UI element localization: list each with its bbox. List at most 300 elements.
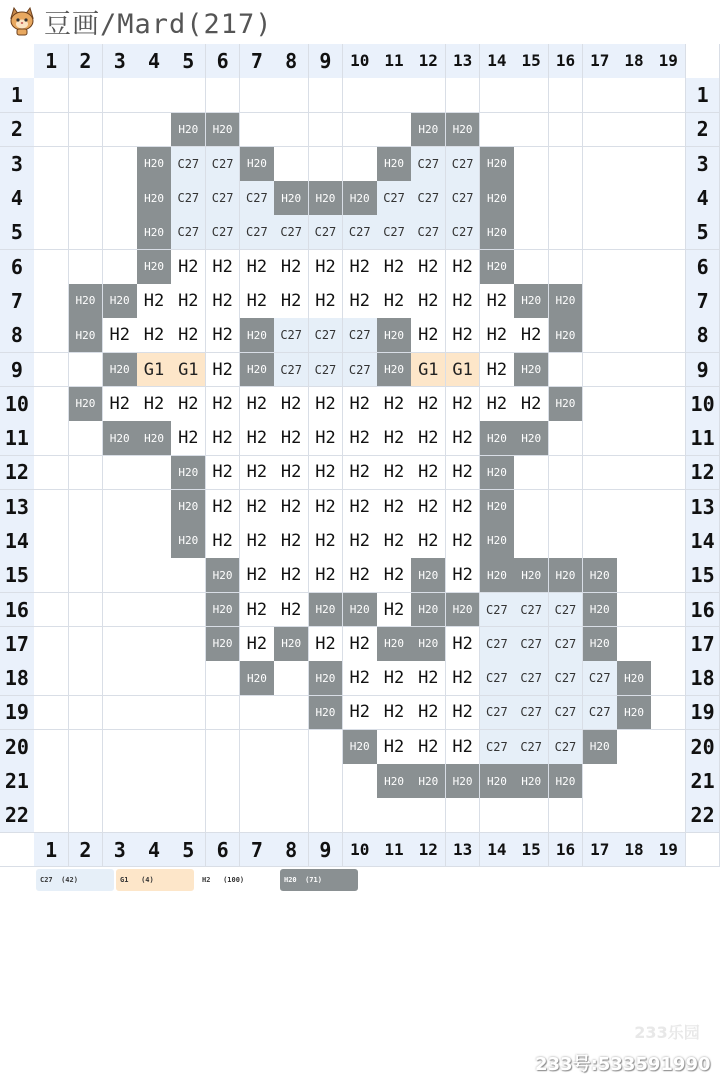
column-header: 9	[309, 833, 344, 868]
empty-cell	[34, 78, 69, 113]
bead-cell: H20	[343, 593, 378, 628]
empty-cell	[34, 113, 69, 148]
bead-cell: H20	[480, 764, 515, 799]
bead-cell: C27	[446, 181, 481, 216]
bead-cell: H2	[377, 284, 412, 319]
row-header: 15	[686, 558, 720, 593]
empty-cell	[651, 113, 686, 148]
bead-cell: H20	[583, 627, 618, 662]
empty-cell	[651, 353, 686, 388]
bead-cell: H2	[171, 387, 206, 422]
bead-cell: H20	[240, 353, 275, 388]
bead-cell: H2	[343, 421, 378, 456]
empty-cell	[103, 524, 138, 559]
row-header: 10	[686, 387, 720, 422]
empty-cell	[514, 798, 549, 833]
column-header: 10	[343, 833, 378, 868]
bead-cell: H2	[446, 250, 481, 285]
bead-cell: H2	[171, 421, 206, 456]
empty-cell	[549, 524, 584, 559]
empty-cell	[69, 147, 104, 182]
empty-cell	[343, 147, 378, 182]
bead-cell: H2	[206, 524, 241, 559]
bead-cell: H2	[309, 524, 344, 559]
empty-cell	[651, 421, 686, 456]
bead-cell: H2	[446, 387, 481, 422]
empty-cell	[617, 524, 652, 559]
empty-cell	[69, 215, 104, 250]
watermark-logo: 233乐园	[634, 1022, 700, 1042]
empty-cell	[69, 250, 104, 285]
column-header: 8	[274, 44, 309, 79]
empty-cell	[69, 764, 104, 799]
empty-cell	[137, 798, 172, 833]
bead-cell: H2	[377, 421, 412, 456]
bead-cell: H20	[240, 147, 275, 182]
empty-cell	[34, 353, 69, 388]
empty-cell	[549, 490, 584, 525]
empty-cell	[617, 78, 652, 113]
column-header: 13	[446, 44, 481, 79]
bead-cell: H2	[377, 696, 412, 731]
bead-cell: H2	[377, 524, 412, 559]
empty-cell	[377, 798, 412, 833]
empty-cell	[583, 764, 618, 799]
bead-cell: G1	[411, 353, 446, 388]
empty-cell	[171, 627, 206, 662]
bead-cell: H2	[103, 387, 138, 422]
bead-cell: C27	[480, 661, 515, 696]
empty-cell	[583, 456, 618, 491]
bead-cell: H20	[480, 456, 515, 491]
bead-cell: H20	[480, 524, 515, 559]
bead-cell: H20	[240, 318, 275, 353]
bead-cell: H2	[480, 353, 515, 388]
empty-cell	[103, 593, 138, 628]
bead-cell: H20	[171, 456, 206, 491]
empty-cell	[309, 78, 344, 113]
row-header: 9	[0, 353, 35, 388]
empty-cell	[549, 147, 584, 182]
empty-cell	[514, 524, 549, 559]
row-header: 16	[0, 593, 35, 628]
empty-cell	[34, 593, 69, 628]
bead-cell: H20	[103, 353, 138, 388]
empty-cell	[69, 421, 104, 456]
empty-cell	[446, 798, 481, 833]
row-header: 19	[686, 696, 720, 731]
bead-cell: H20	[411, 593, 446, 628]
bead-cell: H2	[206, 387, 241, 422]
bead-cell: H2	[171, 284, 206, 319]
bead-cell: H20	[617, 696, 652, 731]
empty-cell	[309, 113, 344, 148]
row-header: 17	[686, 627, 720, 662]
empty-cell	[651, 661, 686, 696]
bead-cell: C27	[514, 730, 549, 765]
empty-cell	[103, 627, 138, 662]
empty-cell	[206, 730, 241, 765]
bead-cell: C27	[549, 661, 584, 696]
bead-cell: H20	[583, 558, 618, 593]
bead-cell: H20	[377, 318, 412, 353]
empty-cell	[69, 490, 104, 525]
bead-cell: H2	[274, 490, 309, 525]
color-legend	[0, 869, 720, 893]
bead-cell: H20	[617, 661, 652, 696]
row-header: 6	[686, 250, 720, 285]
row-header: 5	[0, 215, 35, 250]
legend-item: C27 (42)	[36, 869, 114, 891]
grid-corner	[0, 833, 35, 868]
bead-cell: H2	[343, 250, 378, 285]
bead-cell: C27	[309, 318, 344, 353]
bead-cell: H20	[446, 113, 481, 148]
bead-cell: H2	[274, 387, 309, 422]
row-header: 19	[0, 696, 35, 731]
row-header: 4	[0, 181, 35, 216]
column-header: 2	[69, 44, 104, 79]
empty-cell	[274, 147, 309, 182]
bead-cell: H20	[480, 421, 515, 456]
legend-item: H2 (100)	[198, 869, 276, 891]
empty-cell	[514, 490, 549, 525]
empty-cell	[651, 764, 686, 799]
empty-cell	[206, 661, 241, 696]
empty-cell	[69, 113, 104, 148]
row-header: 22	[0, 798, 35, 833]
bead-cell: H20	[377, 353, 412, 388]
bead-cell: H2	[377, 558, 412, 593]
empty-cell	[103, 113, 138, 148]
empty-cell	[137, 696, 172, 731]
bead-cell: H20	[103, 284, 138, 319]
empty-cell	[651, 147, 686, 182]
empty-cell	[103, 696, 138, 731]
bead-cell: H2	[480, 387, 515, 422]
bead-cell: H20	[446, 593, 481, 628]
column-header: 4	[137, 833, 172, 868]
empty-cell	[583, 421, 618, 456]
empty-cell	[480, 113, 515, 148]
bead-cell: H2	[480, 284, 515, 319]
empty-cell	[137, 627, 172, 662]
column-header: 3	[103, 44, 138, 79]
column-header: 13	[446, 833, 481, 868]
watermark-text: 233号:533591990	[535, 1054, 711, 1075]
bead-cell: H20	[274, 181, 309, 216]
bead-cell: H20	[446, 764, 481, 799]
empty-cell	[651, 730, 686, 765]
empty-cell	[617, 490, 652, 525]
page-title: 豆画/Mard(217)	[44, 9, 273, 40]
bead-cell: C27	[206, 215, 241, 250]
column-header: 5	[171, 833, 206, 868]
row-header: 6	[0, 250, 35, 285]
bead-cell: G1	[171, 353, 206, 388]
column-header: 12	[411, 833, 446, 868]
bead-cell: H20	[137, 147, 172, 182]
bead-cell: H2	[446, 490, 481, 525]
empty-cell	[583, 353, 618, 388]
empty-cell	[480, 798, 515, 833]
column-header: 17	[583, 44, 618, 79]
column-header: 19	[651, 833, 686, 868]
bead-cell: H2	[343, 661, 378, 696]
row-header: 13	[0, 490, 35, 525]
empty-cell	[171, 661, 206, 696]
empty-cell	[34, 696, 69, 731]
empty-cell	[137, 78, 172, 113]
empty-cell	[69, 661, 104, 696]
column-header: 4	[137, 44, 172, 79]
bead-cell: C27	[480, 696, 515, 731]
row-header: 20	[0, 730, 35, 765]
empty-cell	[651, 78, 686, 113]
bead-cell: H20	[103, 421, 138, 456]
bead-cell: H2	[137, 387, 172, 422]
empty-cell	[617, 593, 652, 628]
empty-cell	[343, 78, 378, 113]
bead-cell: H2	[446, 627, 481, 662]
bead-cell: H2	[411, 661, 446, 696]
empty-cell	[583, 318, 618, 353]
bead-cell: C27	[411, 181, 446, 216]
column-header: 7	[240, 44, 275, 79]
column-header: 11	[377, 833, 412, 868]
empty-cell	[34, 661, 69, 696]
empty-cell	[617, 798, 652, 833]
bead-cell: H20	[411, 764, 446, 799]
empty-cell	[514, 147, 549, 182]
column-header: 6	[206, 833, 241, 868]
empty-cell	[34, 421, 69, 456]
empty-cell	[171, 696, 206, 731]
bead-cell: H20	[137, 181, 172, 216]
bead-cell: H2	[377, 730, 412, 765]
row-header: 8	[686, 318, 720, 353]
empty-cell	[651, 215, 686, 250]
bead-cell: H20	[309, 593, 344, 628]
empty-cell	[377, 113, 412, 148]
column-header: 18	[617, 833, 652, 868]
bead-cell: C27	[549, 696, 584, 731]
empty-cell	[137, 593, 172, 628]
bead-cell: H20	[411, 113, 446, 148]
bead-cell: H20	[480, 215, 515, 250]
empty-cell	[583, 147, 618, 182]
empty-cell	[514, 78, 549, 113]
empty-cell	[274, 798, 309, 833]
bead-cell: H2	[480, 318, 515, 353]
bead-cell: H2	[446, 524, 481, 559]
bead-cell: H2	[343, 284, 378, 319]
empty-cell	[103, 215, 138, 250]
empty-cell	[617, 421, 652, 456]
empty-cell	[480, 78, 515, 113]
empty-cell	[69, 181, 104, 216]
bead-cell: H20	[549, 558, 584, 593]
bead-cell: C27	[411, 215, 446, 250]
row-header: 16	[686, 593, 720, 628]
row-header: 11	[0, 421, 35, 456]
empty-cell	[617, 147, 652, 182]
bead-cell: H2	[411, 696, 446, 731]
bead-cell: H2	[137, 284, 172, 319]
bead-cell: H2	[240, 593, 275, 628]
bead-cell: C27	[171, 147, 206, 182]
empty-cell	[34, 730, 69, 765]
empty-cell	[651, 593, 686, 628]
empty-cell	[617, 627, 652, 662]
bead-cell: H2	[206, 250, 241, 285]
bead-cell: H2	[446, 558, 481, 593]
bead-cell: H2	[377, 593, 412, 628]
empty-cell	[549, 798, 584, 833]
bead-cell: H2	[446, 284, 481, 319]
bead-cell: H2	[240, 250, 275, 285]
column-header: 3	[103, 833, 138, 868]
empty-cell	[617, 730, 652, 765]
row-header: 12	[0, 456, 35, 491]
bead-cell: H2	[377, 661, 412, 696]
bead-cell: C27	[206, 181, 241, 216]
bead-cell: C27	[446, 147, 481, 182]
column-header: 11	[377, 44, 412, 79]
row-header: 2	[686, 113, 720, 148]
bead-cell: H2	[309, 627, 344, 662]
column-header: 5	[171, 44, 206, 79]
empty-cell	[583, 284, 618, 319]
bead-cell: C27	[377, 181, 412, 216]
bead-cell: H2	[343, 490, 378, 525]
column-header: 8	[274, 833, 309, 868]
empty-cell	[343, 798, 378, 833]
bead-cell: H2	[274, 558, 309, 593]
column-header: 7	[240, 833, 275, 868]
bead-cell: H2	[309, 250, 344, 285]
bead-cell: H20	[377, 627, 412, 662]
bead-cell: H2	[411, 284, 446, 319]
empty-cell	[274, 696, 309, 731]
empty-cell	[651, 627, 686, 662]
bead-cell: C27	[206, 147, 241, 182]
bead-cell: C27	[377, 215, 412, 250]
empty-cell	[171, 730, 206, 765]
bead-cell: C27	[549, 730, 584, 765]
empty-cell	[69, 730, 104, 765]
bead-cell: C27	[411, 147, 446, 182]
empty-cell	[137, 764, 172, 799]
empty-cell	[137, 490, 172, 525]
bead-cell: H20	[206, 558, 241, 593]
bead-cell: C27	[480, 627, 515, 662]
bead-cell: H2	[240, 627, 275, 662]
empty-cell	[549, 353, 584, 388]
bead-cell: C27	[514, 593, 549, 628]
bead-cell: H2	[206, 284, 241, 319]
empty-cell	[309, 764, 344, 799]
empty-cell	[549, 181, 584, 216]
bead-cell: H2	[411, 730, 446, 765]
bead-cell: H20	[480, 490, 515, 525]
empty-cell	[583, 524, 618, 559]
bead-cell: H2	[240, 284, 275, 319]
empty-cell	[617, 764, 652, 799]
empty-cell	[651, 181, 686, 216]
bead-cell: H20	[377, 764, 412, 799]
empty-cell	[103, 558, 138, 593]
bead-cell: H2	[274, 593, 309, 628]
bead-cell: H20	[514, 764, 549, 799]
bead-cell: H2	[446, 730, 481, 765]
bead-cell: H20	[309, 696, 344, 731]
bead-cell: C27	[343, 215, 378, 250]
empty-cell	[240, 764, 275, 799]
bead-cell: H2	[411, 250, 446, 285]
bead-cell: H2	[206, 421, 241, 456]
bead-cell: H2	[411, 387, 446, 422]
row-header: 18	[0, 661, 35, 696]
row-header: 14	[0, 524, 35, 559]
bead-cell: H2	[137, 318, 172, 353]
row-header: 12	[686, 456, 720, 491]
row-header: 2	[0, 113, 35, 148]
bead-cell: H20	[309, 181, 344, 216]
empty-cell	[549, 250, 584, 285]
empty-cell	[617, 181, 652, 216]
bead-cell: H20	[343, 181, 378, 216]
bead-cell: H2	[240, 387, 275, 422]
column-header: 1	[34, 833, 69, 868]
empty-cell	[549, 78, 584, 113]
empty-cell	[377, 78, 412, 113]
empty-cell	[617, 113, 652, 148]
bead-cell: C27	[343, 318, 378, 353]
bead-cell: H20	[171, 524, 206, 559]
bead-cell: H2	[309, 490, 344, 525]
empty-cell	[34, 215, 69, 250]
bead-cell: C27	[583, 661, 618, 696]
empty-cell	[309, 147, 344, 182]
bead-cell: H20	[274, 627, 309, 662]
empty-cell	[34, 456, 69, 491]
row-header: 5	[686, 215, 720, 250]
bead-cell: H20	[171, 113, 206, 148]
column-header: 6	[206, 44, 241, 79]
bead-cell: H2	[206, 490, 241, 525]
bead-cell: H20	[206, 113, 241, 148]
empty-cell	[171, 764, 206, 799]
empty-cell	[617, 387, 652, 422]
bead-cell: H2	[240, 490, 275, 525]
column-header: 17	[583, 833, 618, 868]
bead-cell: H20	[206, 593, 241, 628]
empty-cell	[583, 387, 618, 422]
bead-cell: H20	[69, 318, 104, 353]
bead-cell: H2	[411, 524, 446, 559]
bead-cell: H20	[549, 764, 584, 799]
row-header: 21	[686, 764, 720, 799]
column-header: 16	[549, 833, 584, 868]
bead-cell: H20	[377, 147, 412, 182]
empty-cell	[617, 353, 652, 388]
bead-cell: C27	[583, 696, 618, 731]
column-header: 10	[343, 44, 378, 79]
bead-cell: H2	[274, 456, 309, 491]
bead-cell: G1	[446, 353, 481, 388]
cat-icon	[6, 4, 38, 36]
